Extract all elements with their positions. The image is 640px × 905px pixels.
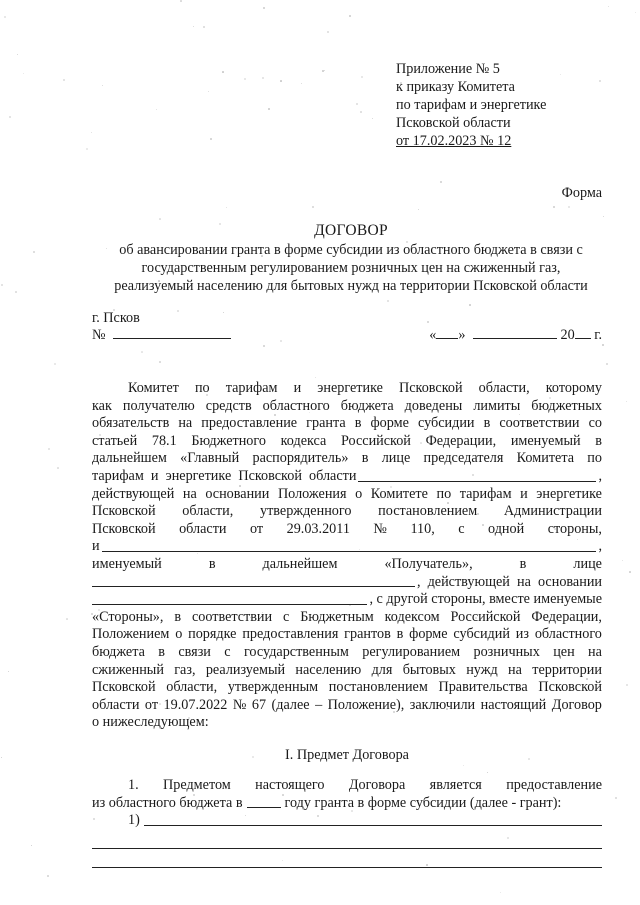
word: соответствии — [499, 415, 580, 432]
speck — [606, 363, 608, 365]
speck — [315, 377, 316, 378]
word: о — [175, 626, 183, 643]
speck — [500, 892, 501, 893]
word: соответствии — [191, 608, 273, 625]
word: областного — [262, 397, 330, 414]
word: населению — [295, 661, 362, 678]
word: в — [158, 643, 165, 660]
word: регулированием — [362, 643, 461, 660]
speck — [327, 31, 329, 33]
preamble-line — [92, 662, 602, 680]
appendix-number: Приложение № 5 — [396, 61, 500, 77]
speck — [31, 845, 32, 846]
word: Комитет — [128, 380, 179, 396]
speck — [86, 148, 88, 150]
document-subtitle-line-3: реализуемый населению для бытовых нужд на территории Псковской области — [114, 278, 588, 294]
speck — [159, 361, 161, 363]
speck — [629, 571, 631, 573]
word: реализуемый — [205, 661, 286, 678]
word: № — [232, 696, 247, 713]
blank-line — [92, 867, 602, 868]
preamble-line — [92, 697, 602, 715]
speck — [360, 111, 362, 113]
word: цен — [553, 643, 575, 660]
word: области — [92, 696, 140, 713]
appendix-header — [396, 60, 546, 150]
word: форме — [370, 415, 409, 432]
word: Договор — [551, 696, 602, 713]
preamble-line: и , — [92, 538, 602, 555]
word: 67 — [251, 696, 267, 713]
clause-subitem: 1) — [92, 812, 602, 830]
word: по — [587, 450, 602, 467]
preamble-line — [92, 380, 602, 398]
word: средств — [205, 397, 252, 414]
word: от — [144, 696, 159, 713]
speck — [622, 560, 623, 561]
word: «Главный — [180, 450, 240, 467]
representative-blank — [92, 574, 415, 588]
speck — [8, 671, 9, 672]
word: лице — [573, 555, 602, 572]
word: областного — [534, 626, 602, 643]
preamble-line: , действующей на основании — [92, 574, 602, 592]
preamble-line — [92, 556, 602, 574]
speck — [426, 864, 428, 866]
preamble-line — [92, 450, 602, 468]
word: распорядитель» — [252, 450, 349, 467]
speck — [57, 467, 59, 469]
word: порядке — [188, 626, 237, 643]
word: гранта — [306, 415, 346, 432]
word: грантов — [344, 626, 391, 643]
speck — [324, 70, 325, 71]
speck — [159, 218, 161, 220]
word: предоставление — [201, 415, 298, 432]
word: «Стороны», — [92, 608, 164, 625]
word: Псковской — [92, 503, 156, 520]
word: области — [179, 520, 227, 537]
speck — [280, 340, 282, 342]
word: о — [355, 485, 363, 502]
word: Псковской — [92, 679, 156, 696]
word: газ, — [174, 661, 196, 678]
word: энергетике — [536, 485, 602, 502]
word: в — [208, 555, 216, 572]
word: 1. — [128, 777, 139, 793]
clause-line — [92, 777, 602, 795]
preamble — [92, 380, 602, 732]
contract-date-field: « » 20 г. — [429, 327, 602, 343]
word: тарифам — [225, 380, 278, 396]
speck — [223, 312, 224, 313]
word: бюджета — [340, 397, 394, 414]
word: Бюджетным — [300, 608, 374, 625]
word: предоставления — [242, 626, 339, 643]
preamble-line — [92, 626, 602, 644]
speck — [177, 310, 179, 312]
word: № — [373, 520, 387, 537]
speck — [203, 26, 205, 28]
document-subtitle-line-2: государственным регулированием розничных цен на сжиженный газ, — [141, 260, 561, 276]
word: стороны, — [547, 520, 602, 537]
word: «Получатель», — [384, 555, 473, 572]
speck — [9, 116, 11, 118]
speck — [102, 85, 103, 86]
word: кодексом — [384, 608, 440, 625]
document-title-block — [86, 222, 616, 295]
preamble-line — [92, 486, 602, 504]
word: Предметом — [163, 777, 231, 793]
word: по — [436, 485, 452, 502]
word: с — [283, 608, 290, 625]
speck — [560, 74, 561, 75]
speck — [48, 448, 50, 450]
document-subtitle-line-1: об авансировании гранта в форме субсидии из областного бюджета в связи с — [119, 242, 583, 258]
preamble-line — [92, 521, 602, 539]
word: со — [588, 415, 602, 432]
appendix-date-number: от 17.02.2023 № 12 — [396, 133, 512, 149]
speck — [387, 300, 389, 302]
word: как — [92, 397, 112, 414]
word: кодекса — [280, 432, 327, 449]
word: является — [429, 777, 482, 793]
word: на — [178, 415, 193, 432]
word: государственным — [243, 643, 349, 660]
speck — [210, 138, 212, 140]
clause-line: из областного бюджета в году гранта в форме субсидии (далее - грант): — [92, 794, 562, 811]
word: бюджетных — [531, 397, 602, 414]
word: основании — [205, 485, 270, 502]
number-sign: № — [92, 327, 106, 343]
preamble-line — [92, 503, 602, 521]
word: 78.1 — [151, 432, 177, 449]
speck — [487, 772, 488, 773]
word: Правительства — [438, 679, 528, 696]
word: (далее — [271, 696, 310, 713]
word: действующей — [92, 485, 175, 502]
word: Псковской — [538, 679, 602, 696]
word: Бюджетного — [191, 432, 266, 449]
word: 110, — [410, 520, 435, 537]
word: сжиженный — [92, 661, 164, 678]
speck — [141, 351, 143, 353]
speck — [54, 363, 56, 365]
speck — [361, 76, 363, 78]
speck — [63, 79, 65, 81]
speck — [440, 181, 442, 183]
word: в — [483, 415, 491, 432]
speck — [15, 291, 17, 293]
word: тарифам — [459, 485, 512, 502]
word: лице — [381, 450, 411, 467]
word: в — [519, 555, 527, 572]
speck — [568, 206, 570, 208]
contract-number-field — [92, 327, 231, 344]
speck — [603, 216, 604, 217]
word: в — [354, 415, 362, 432]
word: настоящего — [255, 777, 325, 793]
speck — [301, 83, 302, 84]
preamble-line — [92, 679, 602, 697]
word: с — [224, 643, 231, 660]
preamble-line: тарифам и энергетике Псковской области , — [92, 467, 602, 484]
recipient-name-blank — [102, 538, 597, 552]
word: субсидии — [417, 415, 475, 432]
word: лимиты — [473, 397, 521, 414]
appendix-region: Псковской области — [396, 115, 511, 131]
word: области, — [182, 503, 234, 520]
word: доведены — [404, 397, 463, 414]
word: бюджета — [92, 643, 145, 660]
word: в — [361, 450, 369, 467]
word: Федерации, — [531, 608, 602, 625]
word: Федерации, — [425, 432, 497, 449]
speck — [244, 78, 246, 80]
word: на — [508, 661, 522, 678]
preamble-line — [92, 415, 602, 433]
preamble-line: , с другой стороны, вместе именуемые — [92, 591, 602, 609]
word: для — [371, 661, 393, 678]
word: 19.07.2022 — [163, 696, 228, 713]
speck — [156, 109, 157, 110]
word: постановлением — [378, 503, 478, 520]
speck — [356, 103, 358, 105]
basis-document-blank — [92, 591, 367, 605]
word: в — [174, 608, 182, 625]
word: постановлением — [328, 679, 428, 696]
appendix-order-ref: к приказу Комитета — [396, 79, 515, 95]
word: обязательств — [92, 415, 170, 432]
word: форме — [409, 626, 448, 643]
speck — [91, 132, 92, 133]
speck — [599, 80, 601, 82]
word: одной — [488, 520, 525, 537]
speck — [17, 54, 18, 55]
word: из — [515, 626, 529, 643]
word: – — [315, 696, 323, 713]
place-of-signing: г. Псков — [92, 310, 140, 326]
speck — [208, 91, 209, 92]
word: в — [595, 432, 602, 449]
speck — [282, 860, 283, 861]
speck — [469, 304, 471, 306]
speck — [226, 207, 227, 208]
speck — [66, 618, 68, 620]
word: территории — [532, 661, 602, 678]
speck — [4, 16, 6, 18]
speck — [372, 118, 373, 119]
speck — [222, 71, 224, 73]
word: дальнейшем — [92, 450, 167, 467]
form-label: Форма — [561, 185, 602, 201]
preamble-line — [92, 398, 602, 416]
preamble-line — [92, 644, 602, 662]
word: утвержденного — [259, 503, 352, 520]
speck — [1, 757, 2, 758]
speck — [263, 345, 265, 347]
word: предоставление — [506, 777, 602, 793]
word: настоящий — [480, 696, 547, 713]
word: области, — [166, 679, 218, 696]
year-blank — [247, 795, 281, 809]
word: Российской — [340, 432, 411, 449]
word: именуемый — [510, 432, 581, 449]
speck — [268, 108, 270, 110]
word: статьей — [92, 432, 138, 449]
word: розничных — [473, 643, 540, 660]
speck — [47, 875, 49, 877]
preamble-line — [92, 433, 602, 451]
word: на — [182, 485, 197, 502]
word: нужд — [466, 661, 498, 678]
speck — [33, 251, 35, 253]
speck — [463, 765, 464, 766]
word: связи — [178, 643, 211, 660]
speck — [1, 284, 3, 286]
speck — [635, 12, 636, 13]
document-title: ДОГОВОР — [314, 222, 388, 239]
word: председателя — [423, 450, 504, 467]
word: с — [458, 520, 465, 537]
speck — [263, 7, 265, 9]
speck — [553, 206, 555, 208]
word: дальнейшем — [262, 555, 338, 572]
subitem-blank — [144, 812, 602, 826]
speck — [23, 73, 24, 74]
preamble-line: о нижеследующем: — [92, 714, 209, 731]
chairman-name-blank — [358, 468, 596, 482]
blank-line — [92, 848, 602, 849]
word: именуемый — [92, 555, 162, 572]
speck — [280, 80, 282, 82]
word: Администрации — [503, 503, 602, 520]
word: Договора — [348, 777, 406, 793]
speck — [626, 684, 628, 686]
speck — [193, 26, 194, 27]
word: и — [520, 485, 528, 502]
word: утвержденным — [227, 679, 319, 696]
word: субсидий — [453, 626, 510, 643]
word: области, — [478, 380, 530, 396]
speck — [262, 77, 264, 79]
word: в — [396, 626, 404, 643]
word: от — [250, 520, 264, 537]
word: энергетике — [317, 380, 383, 396]
speck — [180, 0, 182, 2]
clause-1 — [92, 777, 602, 830]
word: Комитета — [516, 450, 574, 467]
word: Псковской — [399, 380, 463, 396]
word: Псковской — [92, 520, 156, 537]
speck — [507, 837, 509, 839]
word: Положением — [92, 626, 170, 643]
word: Положения — [277, 485, 347, 502]
speck — [312, 206, 314, 208]
word: получателю — [122, 397, 195, 414]
word: по — [194, 380, 210, 396]
word: которому — [545, 380, 602, 396]
word: бытовых — [402, 661, 456, 678]
speck — [626, 401, 627, 402]
word: на — [588, 643, 602, 660]
word: заключили — [409, 696, 476, 713]
preamble-line — [92, 609, 602, 627]
speck — [349, 15, 351, 17]
word: 29.03.2011 — [286, 520, 350, 537]
speck — [615, 797, 617, 799]
speck — [418, 209, 419, 210]
word: и — [293, 380, 302, 396]
section-heading: I. Предмет Договора — [285, 747, 409, 763]
speck — [602, 344, 604, 346]
appendix-committee: по тарифам и энергетике — [396, 97, 547, 113]
speck — [608, 6, 609, 7]
word: Положение), — [327, 696, 405, 713]
word: Российской — [450, 608, 521, 625]
word: Комитете — [370, 485, 428, 502]
speck — [427, 321, 429, 323]
